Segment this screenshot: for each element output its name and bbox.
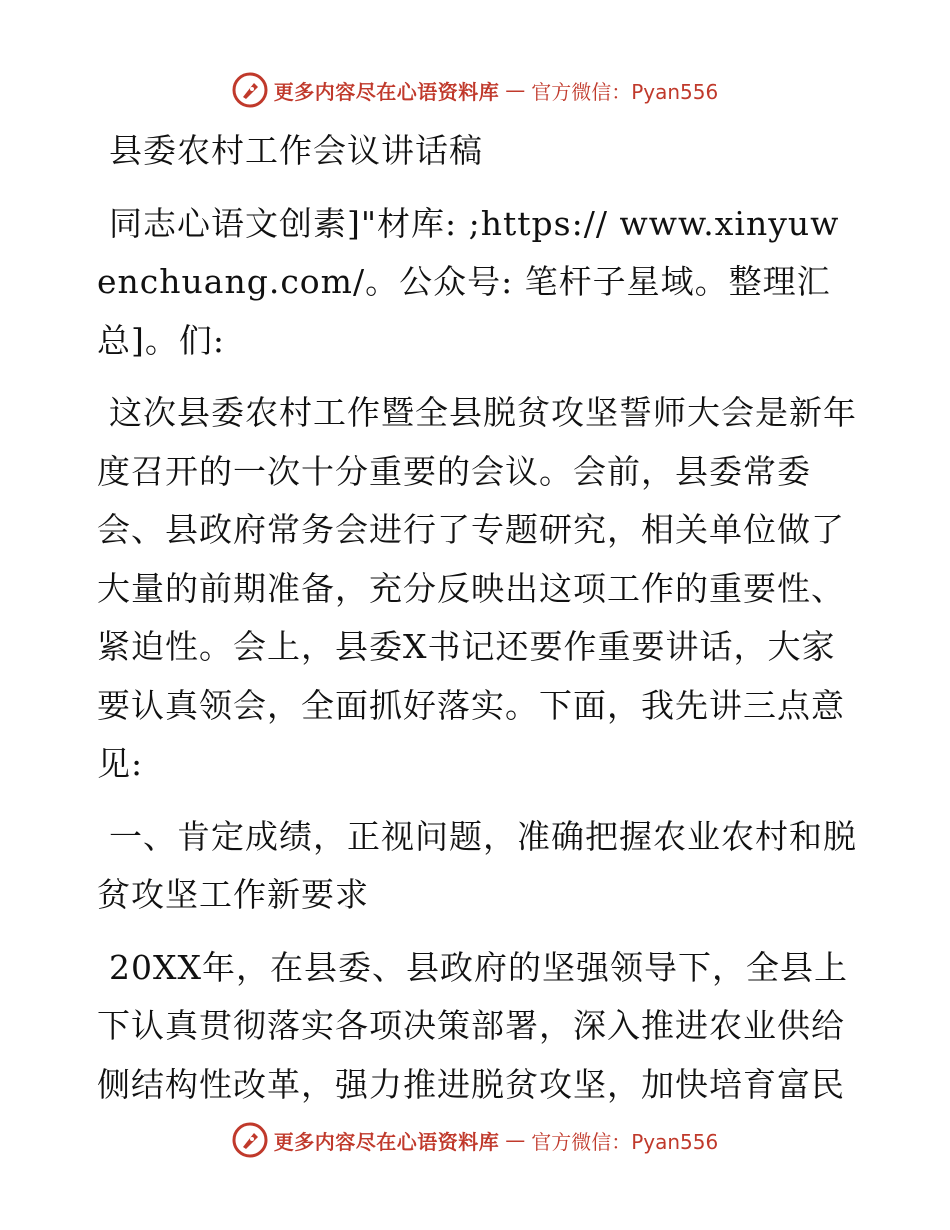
- banner-text: 更多内容尽在心语资料库: [273, 79, 500, 104]
- pen-nib-logo-icon: [232, 72, 268, 108]
- document-title: 县委农村工作会议讲话稿: [109, 131, 483, 170]
- banner-separator: —: [505, 1128, 526, 1152]
- section-heading-1: 一、肯定成绩，正视问题，准确把握农业农村和脱贫攻坚工作新要求: [97, 816, 857, 914]
- paragraph-2: 这次县委农村工作暨全县脱贫攻坚誓师大会是新年度召开的一次十分重要的会议。会前，县委常委会、县政府常务会进行了专题研究，相关单位做了大量的前期准备，充分反映出这项工作的重要性、紧迫性。会上，县委X书记还要作重要讲话，大家要认真领会，全面抓好落实。下面，我先讲三点意见:: [97, 393, 857, 783]
- banner-text: 更多内容尽在心语资料库: [273, 1129, 500, 1154]
- document-body: [97, 122, 857, 1128]
- paragraph-1: 同志心语文创素]"材库: ;https:// www.xinyuwenchuang.com/。公众号: 笔杆子星域。整理汇总]。们:: [97, 203, 840, 360]
- banner-separator: —: [505, 78, 526, 102]
- paragraph-3: 20XX年，在县委、县政府的坚强领导下，全县上下认真贯彻落实各项决策部署，深入推进农业供给侧结构性改革，强力推进脱贫攻坚，加快培育富民: [97, 947, 848, 1104]
- banner-contact: 官方微信：Pyan556: [531, 1129, 719, 1154]
- footer-banner: [0, 1118, 950, 1162]
- pen-nib-logo-icon: [232, 1122, 268, 1158]
- header-banner: [0, 68, 950, 112]
- banner-contact: 官方微信：Pyan556: [531, 79, 719, 104]
